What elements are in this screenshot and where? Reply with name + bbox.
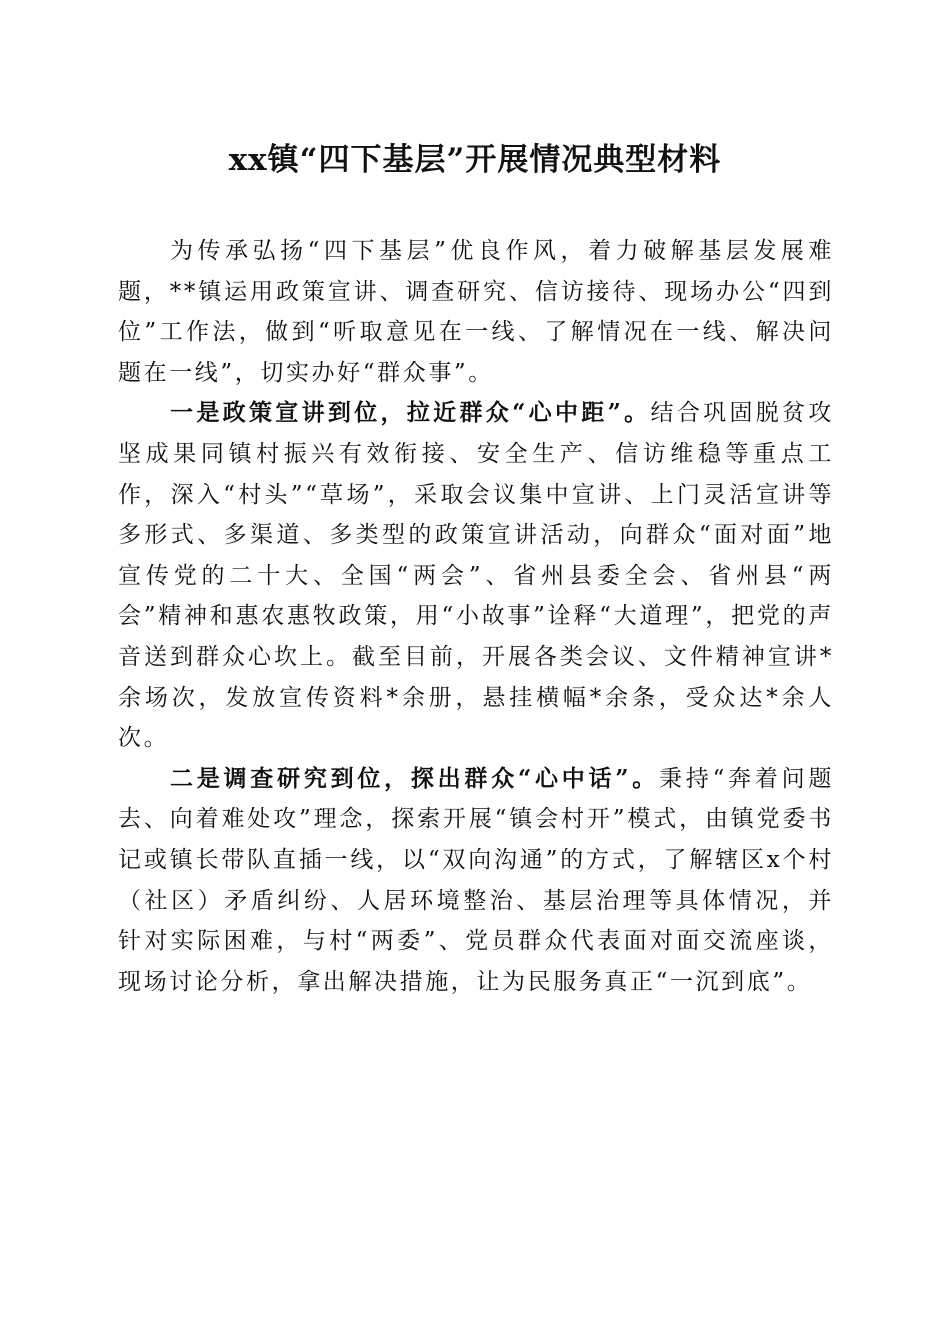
- section-2-lead: 二是调查研究到位，探出群众“心中话”。: [170, 764, 660, 792]
- section-1-body: 结合巩固脱贫攻坚成果同镇村振兴有效衔接、安全生产、信访维稳等重点工作，深入“村头”“草场”，采取会议集中宣讲、上门灵活宣讲等多形式、多渠道、多类型的政策宣讲活动，向群众“面对面”地宣传党的二十大、全国“两会”、省州县委全会、省州县“两会”精神和惠农惠牧政策，用“小故事”诠释“大道理”，把党的声音送到群众心坎上。截至目前，开展各类会议、文件精神宣讲*余场次，发放宣传资料*余册，悬挂横幅*余条，受众达*余人次。: [118, 400, 835, 752]
- section-1-paragraph: [118, 393, 834, 758]
- section-2-paragraph: [118, 759, 834, 1003]
- document-body: [118, 231, 834, 1002]
- section-1-lead: 一是政策宣讲到位，拉近群众“心中距”。: [170, 399, 651, 427]
- section-2-body: 秉持“奔着问题去、向着难处攻”理念，探索开展“镇会村开”模式，由镇党委书记或镇长带队直插一线，以“双向沟通”的方式，了解辖区x个村（社区）矛盾纠纷、人居环境整治、基层治理等具体情况，并针对实际困难，与村“两委”、党员群众代表面对面交流座谈，现场讨论分析，拿出解决措施，让为民服务真正“一沉到底”。: [118, 765, 834, 995]
- intro-paragraph: 为传承弘扬“四下基层”优良作风，着力破解基层发展难题，**镇运用政策宣讲、调查研究、信访接待、现场办公“四到位”工作法，做到“听取意见在一线、了解情况在一线、解决问题在一线”，切实办好“群众事”。: [118, 238, 834, 386]
- document-title: xx镇“四下基层”开展情况典型材料: [228, 142, 722, 178]
